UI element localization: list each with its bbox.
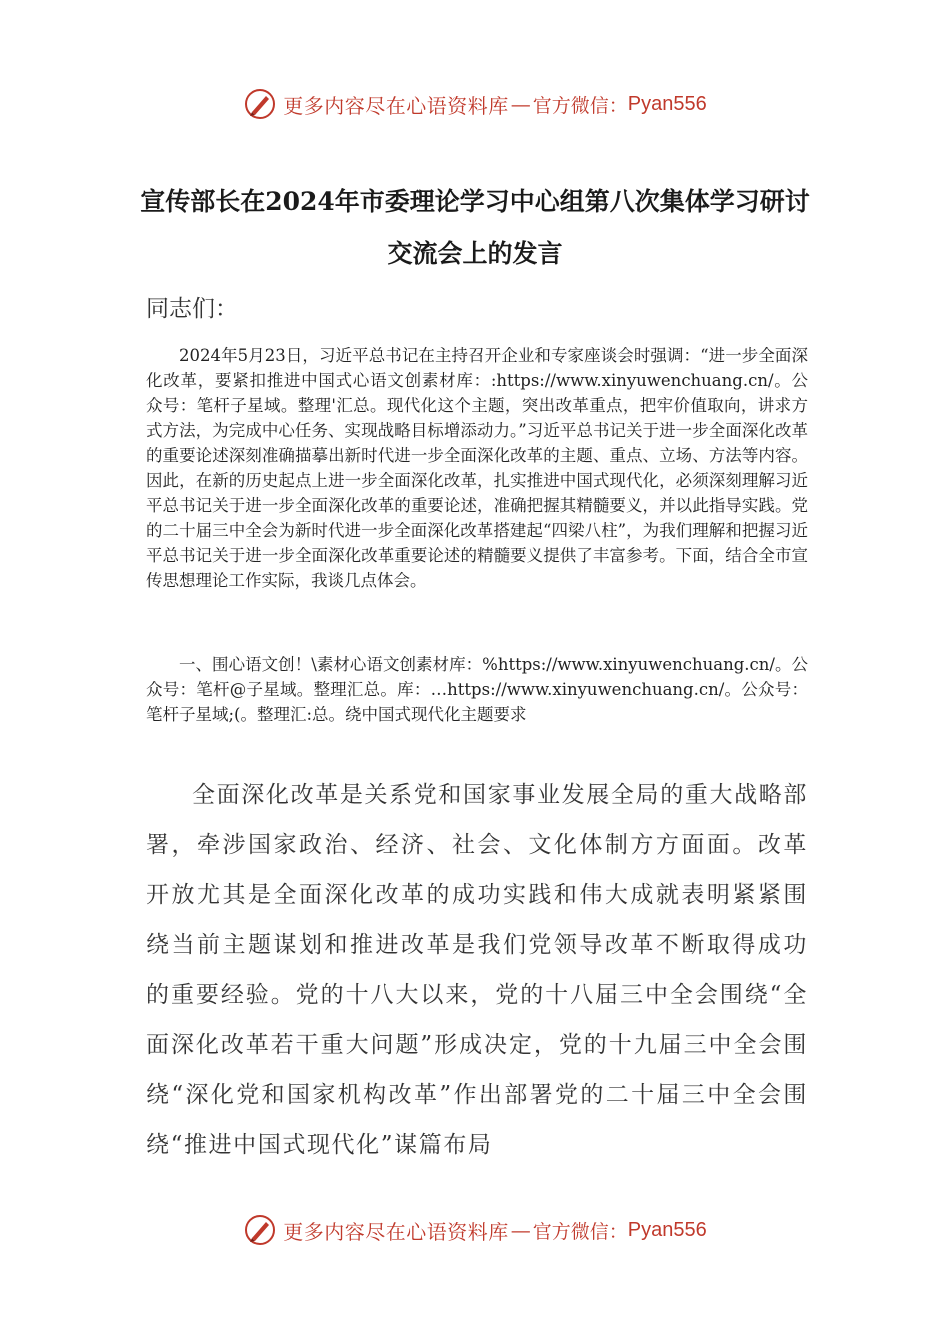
- pen-logo-icon: [243, 1213, 277, 1247]
- pen-logo-icon: [243, 87, 277, 121]
- watermark-text: 更多内容尽在心语资料库: [283, 93, 509, 118]
- header-watermark: [0, 84, 950, 124]
- watermark-wechat-label: 官方微信：: [532, 94, 628, 117]
- watermark-wechat-id: Pyan556: [627, 1218, 707, 1241]
- paragraph-intro: 2024年5月23日，习近平总书记在主持召开企业和专家座谈会时强调：“进一步全面深化改革，要紧扣推进中国式心语文创素材库：:https://www.xinyuwenchuang.cn/。公众号：笔杆子星域。整理'汇总。现代化这个主题，突出改革重点，把牢价值取向，讲求方式方法，为完成中心任务、实现战略目标增添动力。”习近平总书记关于进一步全面深化改革的重要论述深刻准确描摹出新时代进一步全面深化改革的主题、重点、立场、方法等内容。因此，在新的历史起点上进一步全面深化改革，扎实推进中国式现代化，必须深刻理解习近平总书记关于进一步全面深化改革的重要论述，准确把握其精髓要义，并以此指导实践。党的二十届三中全会为新时代进一步全面深化改革搭建起“四梁八柱”，为我们理解和把握习近平总书记关于进一步全面深化改革重要论述的精髓要义提供了丰富参考。下面，结合全市宣传思想理论工作实际，我谈几点体会。: [146, 346, 808, 590]
- paragraph-section-heading: 一、围心语文创！\素材心语文创素材库：%https://www.xinyuwenchuang.cn/。公众号：笔杆@子星域。整理汇总。库：…https://www.xinyuwenchuang.cn/。公众号：笔杆子星域;(。整理汇:总。绕中国式现代化主题要求: [146, 655, 808, 724]
- watermark-separator: —: [510, 92, 531, 116]
- watermark-wechat-label: 官方微信：: [532, 1220, 628, 1243]
- paragraph-body: 全面深化改革是关系党和国家事业发展全局的重大战略部署，牵涉国家政治、经济、社会、文化体制方方面面。改革开放尤其是全面深化改革的成功实践和伟大成就表明紧紧围绕当前主题谋划和推进改革是我们党领导改革不断取得成功的重要经验。党的十八大以来，党的十八届三中全会围绕“全面深化改革若干重大问题”形成决定，党的十九届三中全会围绕“深化党和国家机构改革”作出部署党的二十届三中全会围绕“推进中国式现代化”谋篇布局: [146, 782, 808, 1158]
- footer-watermark: [0, 1210, 950, 1250]
- watermark-wechat-id: Pyan556: [627, 92, 707, 115]
- salutation: 同志们：: [146, 296, 238, 322]
- watermark-separator: —: [510, 1218, 531, 1242]
- document-title: 宣传部长在2024年市委理论学习中心组第八次集体学习研讨交流会上的发言: [140, 187, 810, 268]
- watermark-text: 更多内容尽在心语资料库: [283, 1219, 509, 1244]
